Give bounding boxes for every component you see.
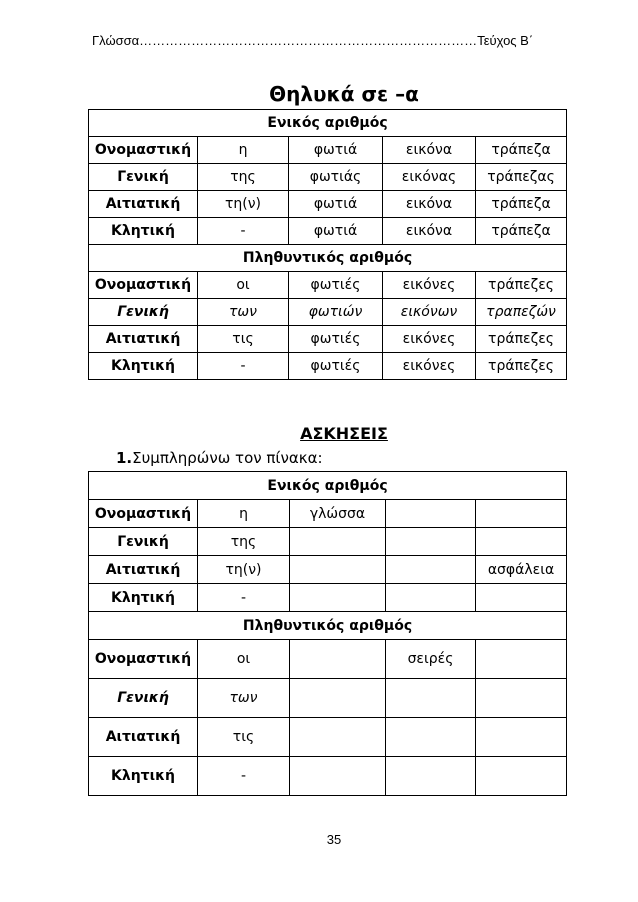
table-cell: φωτιές [289, 353, 383, 380]
case-label: Κλητική [89, 353, 198, 380]
table-cell: τη(ν) [198, 191, 289, 218]
table-cell[interactable] [386, 500, 476, 528]
case-label: Ονομαστική [89, 137, 198, 164]
table-cell: εικόνα [383, 191, 476, 218]
table-cell: τράπεζας [476, 164, 567, 191]
case-label: Κλητική [89, 584, 198, 612]
case-label: Ονομαστική [89, 500, 198, 528]
table-row [89, 718, 567, 757]
table-cell: φωτιάς [289, 164, 383, 191]
exercise-number: 1. [116, 449, 133, 467]
table-cell: οι [198, 640, 290, 679]
table-cell: τη(ν) [198, 556, 290, 584]
table-cell[interactable] [386, 679, 476, 718]
table-row [89, 640, 567, 679]
exercise-instruction [116, 449, 323, 467]
table-cell[interactable] [476, 500, 567, 528]
plural-header: Πληθυντικός αριθμός [89, 612, 567, 640]
table-cell: εικόνας [383, 164, 476, 191]
table-row [89, 326, 567, 353]
table-cell[interactable] [386, 556, 476, 584]
table-cell: τράπεζες [476, 272, 567, 299]
table-cell: - [198, 218, 289, 245]
table-cell: εικόνων [383, 299, 476, 326]
table-row [89, 584, 567, 612]
table-cell: εικόνες [383, 353, 476, 380]
table-cell: τραπεζών [476, 299, 567, 326]
table-cell: τράπεζα [476, 191, 567, 218]
table-cell: τις [198, 718, 290, 757]
table-cell[interactable] [386, 528, 476, 556]
exercise-table [88, 471, 567, 796]
table-cell[interactable] [290, 584, 386, 612]
table-cell[interactable] [290, 718, 386, 757]
table-cell: φωτιά [289, 218, 383, 245]
case-label: Αιτιατική [89, 556, 198, 584]
case-label: Κλητική [89, 757, 198, 796]
table-cell[interactable] [476, 528, 567, 556]
table-cell: φωτιές [289, 272, 383, 299]
table-cell: φωτιά [289, 137, 383, 164]
declension-table [88, 109, 567, 380]
table-cell: φωτιές [289, 326, 383, 353]
table-cell[interactable] [476, 640, 567, 679]
table-cell: φωτιά [289, 191, 383, 218]
table-cell: - [198, 584, 290, 612]
table-cell[interactable] [290, 640, 386, 679]
table-cell: οι [198, 272, 289, 299]
table-cell: της [198, 164, 289, 191]
table-cell: τράπεζα [476, 218, 567, 245]
singular-header: Ενικός αριθμός [89, 472, 567, 500]
case-label: Γενική [89, 528, 198, 556]
table-row [89, 528, 567, 556]
table-row [89, 272, 567, 299]
table-cell[interactable] [290, 556, 386, 584]
table-cell: των [198, 299, 289, 326]
table-row [89, 218, 567, 245]
table-cell[interactable]: σειρές [386, 640, 476, 679]
singular-header: Ενικός αριθμός [89, 110, 567, 137]
case-label: Γενική [89, 164, 198, 191]
table-cell[interactable] [476, 718, 567, 757]
table-cell: - [198, 353, 289, 380]
table-cell: τράπεζες [476, 326, 567, 353]
table-cell: εικόνες [383, 272, 476, 299]
table-row [89, 299, 567, 326]
table-cell: - [198, 757, 290, 796]
case-label: Γενική [89, 299, 198, 326]
case-label: Αιτιατική [89, 191, 198, 218]
table-cell: η [198, 137, 289, 164]
table-cell[interactable] [290, 679, 386, 718]
table-row [89, 137, 567, 164]
table-cell: φωτιών [289, 299, 383, 326]
table-row [89, 191, 567, 218]
table-cell[interactable] [476, 584, 567, 612]
table-row [89, 679, 567, 718]
table-row [89, 500, 567, 528]
table-cell: τράπεζα [476, 137, 567, 164]
page-title: Θηλυκά σε –α [269, 82, 419, 106]
table-cell[interactable] [476, 757, 567, 796]
table-cell[interactable] [386, 718, 476, 757]
table-row [89, 556, 567, 584]
table-cell: εικόνες [383, 326, 476, 353]
case-label: Αιτιατική [89, 718, 198, 757]
page-number: 35 [326, 832, 342, 847]
exercise-text: Συμπληρώνω τον πίνακα: [132, 449, 323, 467]
table-cell: των [198, 679, 290, 718]
table-row [89, 757, 567, 796]
plural-header: Πληθυντικός αριθμός [89, 245, 567, 272]
table-cell[interactable] [290, 528, 386, 556]
table-cell: η [198, 500, 290, 528]
table-row [89, 353, 567, 380]
case-label: Ονομαστική [89, 640, 198, 679]
table-cell[interactable] [476, 679, 567, 718]
table-cell: εικόνα [383, 137, 476, 164]
case-label: Ονομαστική [89, 272, 198, 299]
table-cell[interactable] [290, 757, 386, 796]
table-cell: εικόνα [383, 218, 476, 245]
table-cell[interactable] [386, 757, 476, 796]
table-cell: τράπεζες [476, 353, 567, 380]
exercises-title: ΑΣΚΗΣΕΙΣ [300, 424, 388, 443]
table-cell[interactable] [386, 584, 476, 612]
case-label: Κλητική [89, 218, 198, 245]
case-label: Γενική [89, 679, 198, 718]
table-row [89, 164, 567, 191]
table-cell: τις [198, 326, 289, 353]
table-cell[interactable]: ασφάλεια [476, 556, 567, 584]
case-label: Αιτιατική [89, 326, 198, 353]
table-cell: της [198, 528, 290, 556]
table-cell[interactable]: γλώσσα [290, 500, 386, 528]
page-header: Γλώσσα……………………………………………………………………Τεύχος Β΄ [92, 33, 534, 48]
